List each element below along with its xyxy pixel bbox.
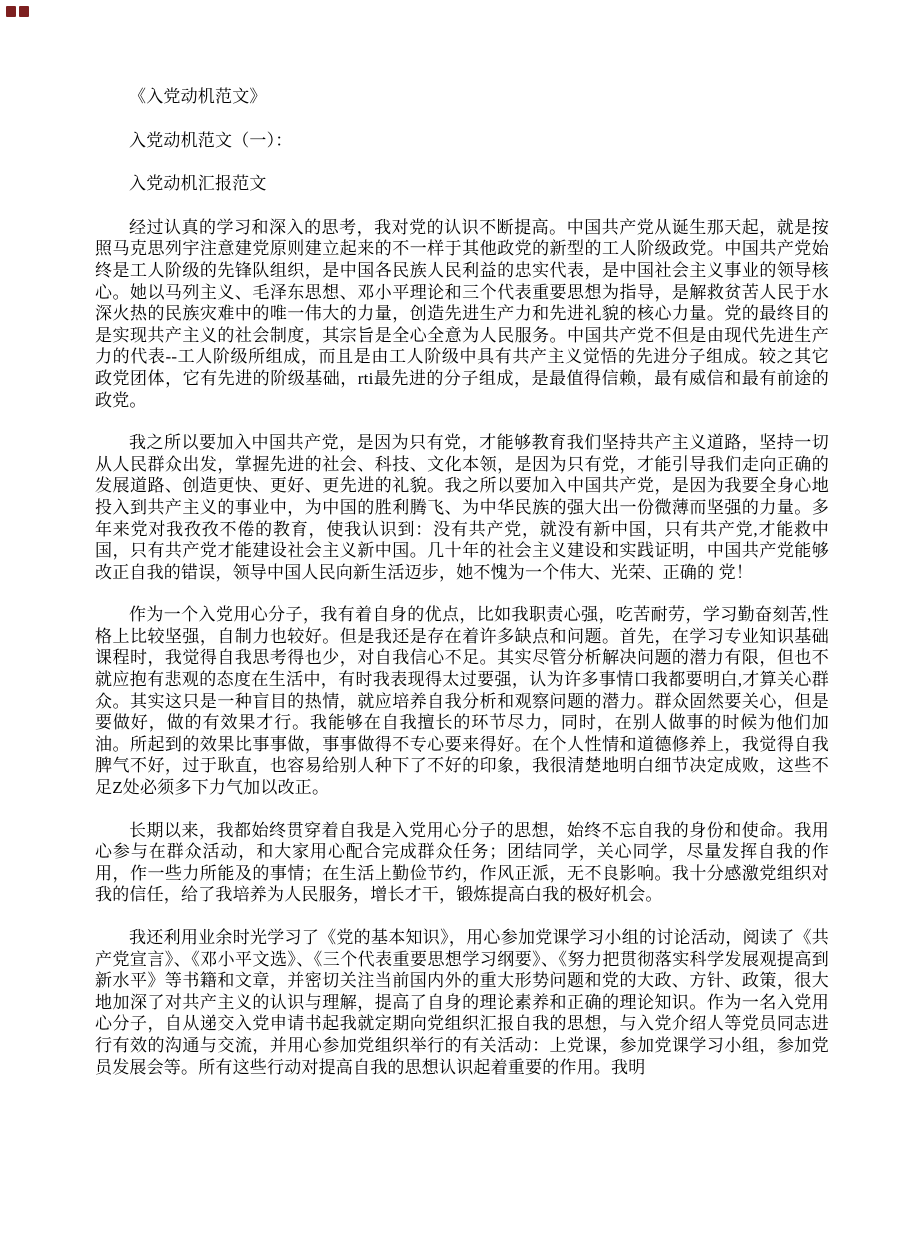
- document-content: [95, 86, 829, 1099]
- paragraph-4: 长期以来，我都始终贯穿着自我是入党用心分子的思想，始终不忘自我的身份和使命。我用心参与在群众活动，和大家用心配合完成群众任务；团结同学，关心同学，尽量发挥自我的作用，作一些力所能及的事情；在生活上勤俭节约，作风正派，无不良影响。我十分感激党组织对我的信任，给了我培养为人民服务，增长才干，锻炼提高白我的极好机会。: [95, 820, 829, 905]
- document-heading-2: 入党动机汇报范文: [129, 174, 267, 194]
- paragraph-3: 作为一个入党用心分子，我有着自身的优点，比如我职责心强，吃苦耐劳，学习勤奋刻苦,性格上比较坚强，自制力也较好。但是我还是存在着许多缺点和问题。首先，在学习专业知识基础课程时，我觉得自我思考得也少，对自我信心不足。其实尽管分析解决问题的潜力有限，但也不就应抱有悲观的态度在生活中，有时我表现得太过要强，认为许多事情口我都要明白,才算关心群众。其实这只是一种盲目的热情，就应培养自我分析和观察问题的潜力。群众固然要关心，但是要做好，做的有效果才行。我能够在自我擅长的环节尽力，同时，在别人做事的时候为他们加油。所起到的效果比事事做，事事做得不专心要来得好。在个人性情和道德修养上，我觉得自我脾气不好，过于耿直，也容易给别人种下了不好的印象，我很清楚地明白细节决定成败，这些不足Z处必须多下力气加以改正。: [95, 605, 829, 798]
- paragraph-2: 我之所以要加入中国共产党，是因为只有党，才能够教育我们坚持共产主义道路，坚持一切从人民群众出发，掌握先进的社会、科技、文化本领，是因为只有党，才能引导我们走向正确的发展道路、创造更快、更好、更先进的礼貌。我之所以要加入中国共产党，是因为我要全身心地投入到共产主义的事业中，为中国的胜利腾飞、为中华民族的强大出一份微薄而坚强的力量。多年来党对我孜孜不倦的教育，使我认识到：没有共产党，就没有新中国，只有共产党,才能救中国，只有共产党才能建设社会主义新中国。几十年的社会主义建设和实践证明，中国共产党能够改正自我的错误，领导中国人民向新生活迈步，她不愧为一个伟大、光荣、正确的 党！: [95, 433, 829, 582]
- red-corner-mark-block-1: [6, 6, 16, 17]
- document-title: 《入党动机范文》: [129, 87, 267, 106]
- paragraph-1: 经过认真的学习和深入的思考，我对党的认识不断提高。中国共产党从诞生那天起，就是按照马克思列宇注意建党原则建立起来的不一样于其他政党的新型的工人阶级政党。中国共产党始终是工人阶级的先锋队组织，是中国各民族人民利益的忠实代表，是中国社会主义事业的领导核心。她以马列主义、毛泽东思想、邓小平理论和三个代表重要思想为指导，是解救贫苦人民于水深火热的民族灾难中的唯一伟大的力量，创造先进生产力和先进礼貌的核心力量。党的最终目的是实现共产主义的社会制度，其宗旨是全心全意为人民服务。中国共产党不但是由现代先进生产力的代表--工人阶级所组成，而且是由工人阶级中具有共产主义觉悟的先进分子组成。较之其它政党团体，它有先进的阶级基础，rti最先进的分子组成，是最值得信赖，最有威信和最有前途的政党。: [95, 217, 829, 410]
- red-corner-mark-block-2: [19, 6, 29, 17]
- paragraph-5: 我还利用业余时光学习了《党的基本知识》，用心参加党课学习小组的讨论活动，阅读了《共产党宣言》、《邓小平文选》、《三个代表重要思想学习纲要》、《努力把贯彻落实科学发展观提高到新水平》等书籍和文章，并密切关注当前国内外的重大形势问题和党的大政、方针、政策，很大地加深了对共产主义的认识与理解，提高了自身的理论素养和正确的理论知识。作为一名入党用心分子，自从递交入党申请书起我就定期向党组织汇报自我的思想，与入党介绍人等党员同志进行有效的沟通与交流，并用心参加党组织举行的有关活动：上党课，参加党课学习小组，参加党员发展会等。所有这些行动对提高自我的思想认识起着重要的作用。我明: [95, 928, 829, 1077]
- document-heading-1: 入党动机范文（一）：: [129, 130, 293, 150]
- red-corner-mark: [6, 5, 29, 18]
